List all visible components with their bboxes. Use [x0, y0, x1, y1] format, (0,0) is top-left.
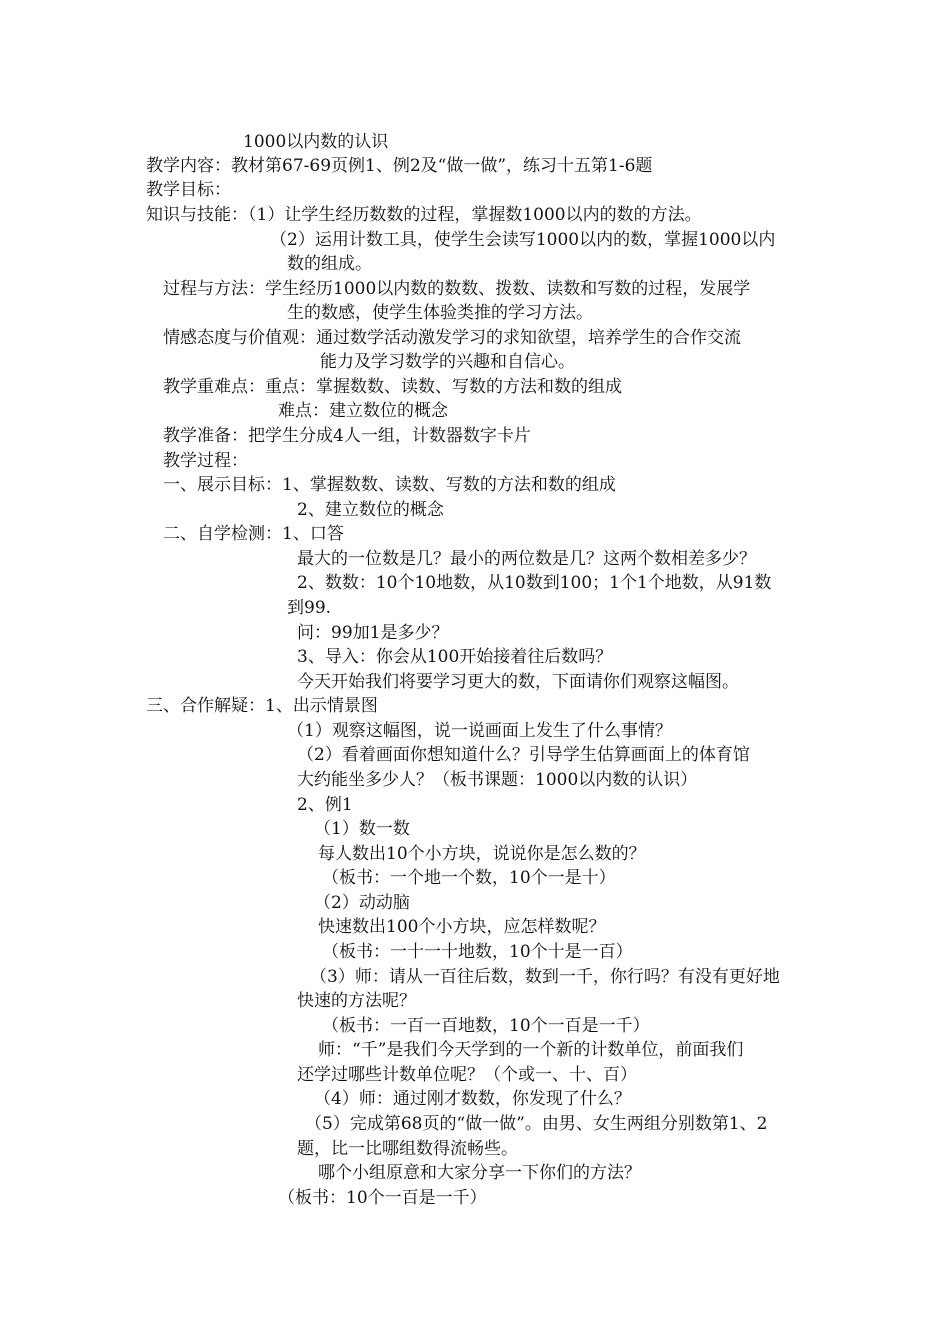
knowledge-skill-line: 知识与技能：（1）让学生经历数数的过程，掌握数1000以内的数的方法。: [146, 205, 702, 225]
section-3-line: 快速的方法呢？: [297, 991, 416, 1011]
section-3-line: （板书：一百一百地数，10个一百是一千）: [322, 1016, 650, 1036]
knowledge-skill-line: （2）运用计数工具，使学生会读写1000以内的数，掌握1000以内: [270, 230, 776, 250]
section-3-line: （5）完成第68页的“做一做”。由男、女生两组分别数第1、2: [305, 1114, 768, 1134]
teaching-goals-heading: 教学目标：: [146, 180, 231, 200]
section-3-line: 哪个小组原意和大家分享一下你们的方法？: [318, 1163, 641, 1183]
knowledge-skill-line: 数的组成。: [287, 254, 372, 274]
process-heading: 教学过程：: [163, 451, 248, 471]
section-2-line: 到99.: [287, 598, 332, 618]
section-1-line: 一、展示目标：1、掌握数数、读数、写数的方法和数的组成: [163, 475, 616, 495]
section-3-line: 2、例1: [297, 795, 353, 815]
section-3-line: 还学过哪些计数单位呢？（个或一、十、百）: [297, 1065, 637, 1085]
section-3-line: （4）师：通过刚才数数，你发现了什么？: [314, 1089, 631, 1109]
section-2-line: 二、自学检测：1、口答: [163, 524, 344, 544]
section-3-line: （1）观察这幅图，说一说画面上发生了什么事情？: [287, 721, 672, 741]
key-points-line: 教学重难点：重点：掌握数数、读数、写数的方法和数的组成: [163, 377, 622, 397]
section-3-line: （2）看着画面你想知道什么？引导学生估算画面上的体育馆: [297, 745, 750, 765]
difficulty-line: 难点：建立数位的概念: [278, 401, 448, 421]
doc-title: 1000以内数的认识: [243, 132, 389, 152]
section-3-line: （板书：10个一百是一千）: [278, 1188, 487, 1208]
section-3-line: （板书：一个地一个数，10个一是十）: [322, 868, 616, 888]
section-2-line: 问：99加1是多少？: [297, 623, 449, 643]
section-3-line: 师：“千”是我们今天学到的一个新的计数单位，前面我们: [318, 1040, 744, 1060]
section-3-line: 快速数出100个小方块，应怎样数呢？: [318, 917, 606, 937]
attitude-values-line: 情感态度与价值观：通过数学活动激发学习的求知欲望，培养学生的合作交流: [163, 328, 741, 348]
section-2-line: 3、导入：你会从100开始接着往后数吗？: [297, 647, 613, 667]
process-method-line: 过程与方法：学生经历1000以内数的数数、拨数、读数和写数的过程，发展学: [163, 279, 751, 299]
section-3-line: 每人数出10个小方块，说说你是怎么数的？: [318, 844, 646, 864]
section-3-line: （1）数一数: [314, 819, 410, 839]
preparation-line: 教学准备：把学生分成4人一组，计数器数字卡片: [163, 426, 531, 446]
section-2-line: 2、数数：10个10地数，从10数到100；1个1个地数，从91数: [297, 573, 772, 593]
section-3-line: 三、合作解疑：1、出示情景图: [146, 696, 378, 716]
section-2-line: 今天开始我们将要学习更大的数，下面请你们观察这幅图。: [297, 672, 739, 692]
section-3-line: （板书：一十一十地数，10个十是一百）: [322, 942, 633, 962]
section-3-line: 大约能坐多少人？（板书课题：1000以内数的认识）: [297, 770, 698, 790]
section-1-line: 2、建立数位的概念: [297, 500, 444, 520]
attitude-values-line: 能力及学习数学的兴趣和自信心。: [320, 352, 575, 372]
section-2-line: 最大的一位数是几？最小的两位数是几？这两个数相差多少？: [297, 549, 756, 569]
section-3-line: （3）师：请从一百往后数，数到一千，你行吗？有没有更好地: [310, 967, 780, 987]
section-3-line: 题，比一比哪组数得流畅些。: [297, 1139, 518, 1159]
section-3-line: （2）动动脑: [314, 893, 410, 913]
process-method-line: 生的数感，使学生体验类推的学习方法。: [287, 303, 593, 323]
teaching-content-line: 教学内容：教材第67-69页例1、例2及“做一做”，练习十五第1-6题: [146, 156, 653, 176]
